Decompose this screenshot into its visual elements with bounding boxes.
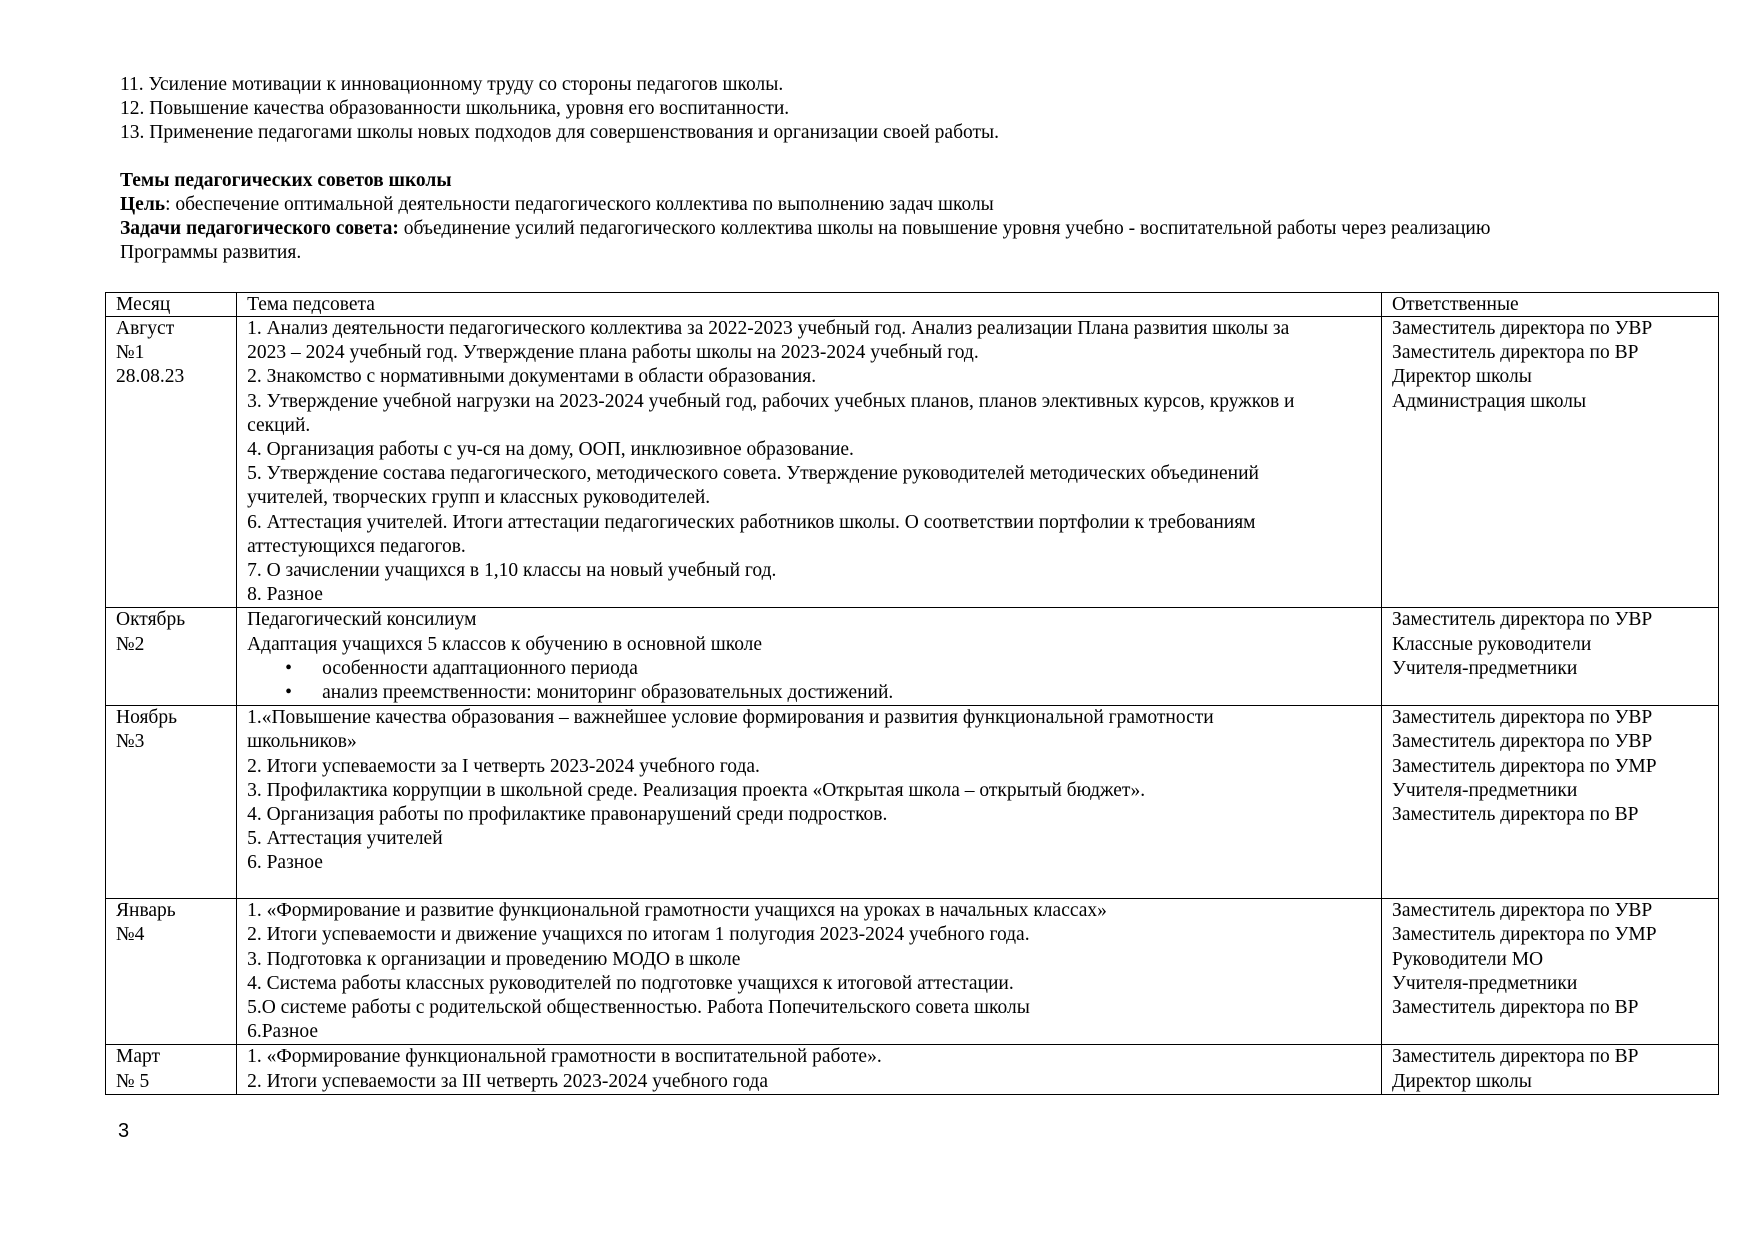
- goal-label: Цель: [120, 194, 166, 215]
- topic-line: 1. «Формирование и развитие функциональной грамотности учащихся на уроках в начальных классах»: [247, 900, 1107, 922]
- responsible-cell: [1382, 608, 1719, 706]
- topic-line: 4. Организация работы по профилактике правонарушений среди подростков.: [247, 804, 888, 826]
- topic-line: аттестующихся педагогов.: [247, 535, 466, 557]
- responsible-line: Учителя-предметники: [1392, 657, 1578, 679]
- intro-item: 13. Применение педагогами школы новых подходов для совершенствования и организации своей работы.: [120, 122, 999, 143]
- responsible-line: Учителя-предметники: [1392, 972, 1578, 994]
- topic-cell: [237, 1045, 1382, 1094]
- topic-line: 4. Система работы классных руководителей по подготовке учащихся к итоговой аттестации.: [247, 972, 1014, 994]
- month-cell: [106, 706, 237, 899]
- header-month: Месяц: [106, 293, 237, 317]
- topic-line: Педагогический консилиум: [247, 609, 477, 631]
- intro-item: 12. Повышение качества образованности школьника, уровня его воспитанности.: [120, 98, 790, 119]
- topic-line: 2. Итоги успеваемости и движение учащихся по итогам 1 полугодия 2023-2024 учебного года.: [247, 924, 1030, 946]
- topic-line: 3. Подготовка к организации и проведению МОДО в школе: [247, 948, 741, 970]
- responsible-line: Заместитель директора по УМР: [1392, 755, 1657, 777]
- intro-item: 11. Усиление мотивации к инновационному труду со стороны педагогов школы.: [120, 74, 784, 95]
- topic-cell: [237, 317, 1382, 608]
- topic-line: 1.«Повышение качества образования – важнейшее условие формирования и развития функциональной грамотности: [247, 707, 1214, 729]
- responsible-cell: [1382, 1045, 1719, 1094]
- intro-section: [120, 73, 1680, 265]
- topic-line: 2023 – 2024 учебный год. Утверждение плана работы школы на 2023-2024 учебный год.: [247, 342, 979, 364]
- page-number: 3: [118, 1120, 130, 1142]
- responsible-cell: [1382, 899, 1719, 1045]
- goal-text: : обеспечение оптимальной деятельности педагогического коллектива по выполнению задач школы: [165, 194, 994, 215]
- responsible-line: Заместитель директора по УВР: [1392, 318, 1653, 339]
- table-row: [106, 899, 1719, 1045]
- topic-line: 6.Разное: [247, 1021, 318, 1043]
- table-row: [106, 706, 1719, 899]
- table-row: [106, 1045, 1719, 1094]
- responsible-line: Директор школы: [1392, 1070, 1532, 1092]
- topic-line: школьников»: [247, 731, 357, 753]
- goal-paragraph: [120, 193, 1680, 217]
- responsible-line: Заместитель директора по ВР: [1392, 342, 1639, 364]
- topic-line: секций.: [247, 414, 311, 436]
- topic-line: 5. Аттестация учителей: [247, 828, 443, 850]
- council-number: №1: [116, 342, 145, 364]
- month-name: Январь: [116, 900, 176, 922]
- council-number: № 5: [116, 1070, 150, 1092]
- responsible-cell: [1382, 706, 1719, 899]
- month-name: Ноябрь: [116, 707, 177, 729]
- responsible-line: Руководители МО: [1392, 948, 1544, 970]
- header-topic: Тема педсовета: [237, 293, 1382, 317]
- topic-line: 5.О системе работы с родительской общественностью. Работа Попечительского совета школы: [247, 997, 1030, 1019]
- responsible-line: Учителя-предметники: [1392, 779, 1578, 801]
- month-cell: [106, 899, 237, 1045]
- month-cell: [106, 608, 237, 706]
- month-name: Октябрь: [116, 609, 186, 631]
- topic-line: 6. Разное: [247, 852, 323, 874]
- council-number: №2: [116, 633, 145, 655]
- tasks-text: объединение усилий педагогического коллектива школы на повышение уровня учебно - воспитательной работы через реализацию: [398, 218, 1491, 239]
- responsible-line: Заместитель директора по ВР: [1392, 1046, 1639, 1068]
- month-cell: [106, 1045, 237, 1094]
- month-name: Март: [116, 1046, 161, 1068]
- topic-line: 8. Разное: [247, 584, 323, 606]
- topic-line: 2. Итоги успеваемости за III четверть 2023-2024 учебного года: [247, 1070, 769, 1092]
- topic-line: 1. Анализ деятельности педагогического коллектива за 2022-2023 учебный год. Анализ реализации Плана развития школы за: [247, 318, 1290, 339]
- responsible-line: Заместитель директора по УМР: [1392, 924, 1657, 946]
- topic-line: 6. Аттестация учителей. Итоги аттестации педагогических работников школы. О соответствии портфолии к требованиям: [247, 511, 1256, 533]
- section-heading: Темы педагогических советов школы: [120, 170, 452, 191]
- topic-line: Адаптация учащихся 5 классов к обучению в основной школе: [247, 633, 763, 655]
- responsible-line: Заместитель директора по УВР: [1392, 609, 1653, 631]
- table-row: [106, 317, 1719, 608]
- table-header-row: [106, 293, 1719, 317]
- responsible-line: Классные руководители: [1392, 633, 1592, 655]
- bullet-item: • анализ преемственности: мониторинг образовательных достижений.: [247, 681, 1371, 705]
- responsible-line: Директор школы: [1392, 366, 1532, 388]
- responsible-cell: [1382, 317, 1719, 608]
- topic-line: 4. Организация работы с уч-ся на дому, ООП, инклюзивное образование.: [247, 439, 854, 461]
- responsible-line: Заместитель директора по УВР: [1392, 900, 1653, 922]
- tasks-label: Задачи педагогического совета:: [120, 218, 399, 239]
- responsible-line: Заместитель директора по ВР: [1392, 804, 1639, 826]
- tasks-text-continued: Программы развития.: [120, 242, 302, 263]
- topic-line: 3. Профилактика коррупции в школьной среде. Реализация проекта «Открытая школа – открытый бюджет».: [247, 779, 1146, 801]
- pedagogical-councils-table: [105, 292, 1719, 1095]
- responsible-line: Заместитель директора по УВР: [1392, 731, 1653, 753]
- topic-line: 3. Утверждение учебной нагрузки на 2023-2024 учебный год, рабочих учебных планов, планов элективных курсов, кружков и: [247, 390, 1295, 412]
- topic-cell: [237, 899, 1382, 1045]
- topic-line: 5. Утверждение состава педагогического, методического совета. Утверждение руководителей методических объединений: [247, 463, 1259, 485]
- table-row: [106, 608, 1719, 706]
- tasks-paragraph: [120, 217, 1680, 241]
- header-responsible: Ответственные: [1382, 293, 1719, 317]
- council-number: №4: [116, 924, 145, 946]
- responsible-line: Заместитель директора по УВР: [1392, 707, 1653, 729]
- responsible-line: Администрация школы: [1392, 390, 1587, 412]
- bullet-item: • особенности адаптационного периода: [247, 657, 1371, 681]
- council-number: №3: [116, 731, 145, 753]
- topic-cell: [237, 608, 1382, 706]
- topic-line: 7. О зачислении учащихся в 1,10 классы на новый учебный год.: [247, 560, 777, 582]
- topic-line: 2. Итоги успеваемости за I четверть 2023-2024 учебного года.: [247, 755, 760, 777]
- responsible-line: Заместитель директора по ВР: [1392, 997, 1639, 1019]
- month-cell: [106, 317, 237, 608]
- council-date: 28.08.23: [116, 366, 185, 388]
- topic-line: 2. Знакомство с нормативными документами в области образования.: [247, 366, 817, 388]
- topic-line: учителей, творческих групп и классных руководителей.: [247, 487, 711, 509]
- topic-cell: [237, 706, 1382, 899]
- month-name: Август: [116, 318, 175, 339]
- topic-line: 1. «Формирование функциональной грамотности в воспитательной работе».: [247, 1046, 882, 1068]
